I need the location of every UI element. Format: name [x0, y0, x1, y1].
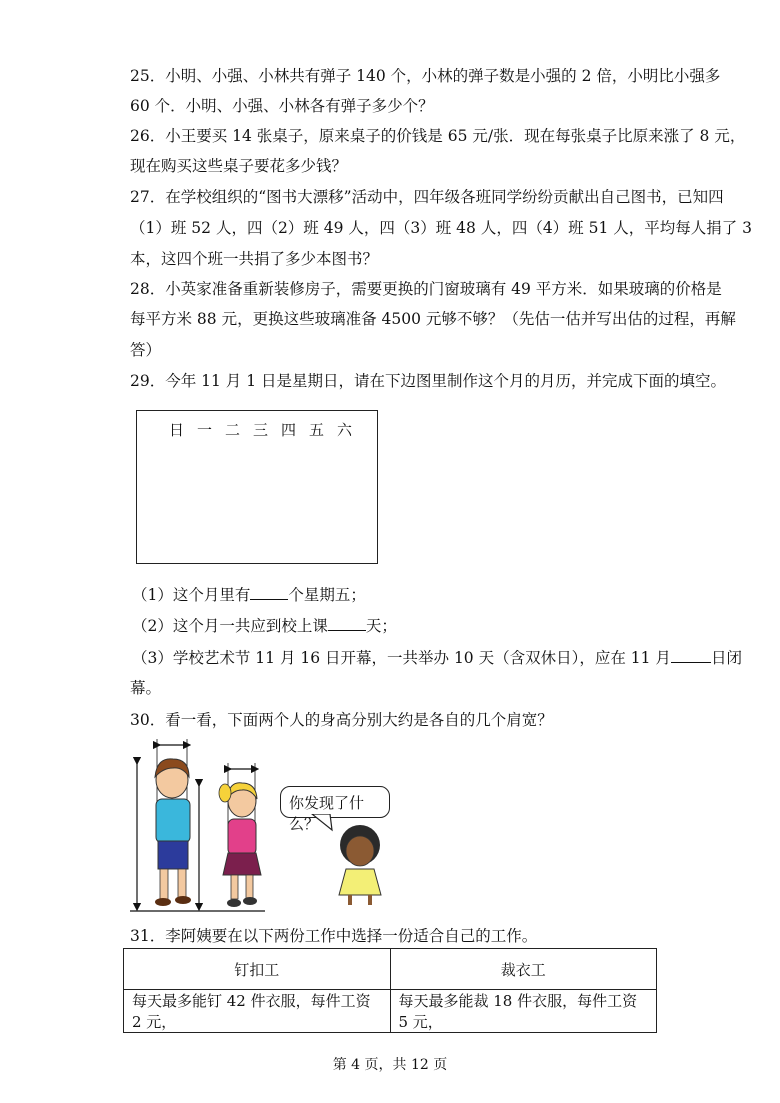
q29-sub3-text: （3）学校艺术节 11 月 16 日开幕，一共举办 10 天（含双休日），应在 11 月 — [132, 649, 671, 667]
q27-line-2: （1）班 52 人，四（2）班 49 人，四（3）班 48 人，四（4）班 51 人，平均每人捐了 3 — [130, 219, 753, 237]
speech-bubble-text: 你发现了什么？ — [289, 794, 365, 833]
weekday-tue: 二 — [225, 421, 241, 439]
answer-blank-2[interactable] — [328, 616, 366, 631]
weekday-sat: 六 — [337, 421, 353, 439]
girl-figure — [219, 783, 261, 907]
q30-stem: 30．看一看，下面两个人的身高分别大约是各自的几个肩宽？ — [130, 711, 553, 729]
observer-girl-figure — [339, 825, 381, 905]
q27-line-3: 本，这四个班一共捐了多少本图书？ — [130, 250, 379, 268]
answer-blank-1[interactable] — [250, 585, 288, 600]
table-header-button-job: 钉扣工 — [124, 949, 391, 990]
weekday-fri: 五 — [309, 421, 325, 439]
q26-line-1: 26．小王要买 14 张桌子，原来桌子的价钱是 65 元/张．现在每张桌子比原来涨了 8 元， — [130, 127, 746, 145]
q29-sub3-text-end: 日闭 — [710, 649, 742, 667]
q29-sub1-text: （1）这个月里有 — [132, 586, 251, 604]
q29-sub2-text: （2）这个月一共应到校上课 — [132, 617, 328, 635]
table-cell-button-job: 每天最多能钉 42 件衣服，每件工资 2 元， — [124, 990, 391, 1033]
table-header-cutting-job: 裁衣工 — [390, 949, 657, 990]
q29-sub1-text-end: 个星期五； — [288, 586, 366, 604]
q27-line-1: 27．在学校组织的“图书大漂移”活动中，四年级各班同学纷纷贡献出自己图书，已知四 — [130, 188, 724, 206]
q28-line-3: 答） — [130, 341, 162, 359]
calendar-box — [136, 410, 378, 564]
q31-stem: 31．李阿姨要在以下两份工作中选择一份适合自己的工作。 — [130, 927, 538, 945]
q29-sub2 — [132, 616, 397, 636]
q28-line-1: 28．小英家准备重新装修房子，需要更换的门窗玻璃有 49 平方米．如果玻璃的价格是 — [130, 280, 722, 298]
q25-line-1: 25．小明、小强、小林共有弹子 140 个，小林的弹子数是小强的 2 倍，小明比小强多 — [130, 67, 721, 85]
page-footer: 第 4 页，共 12 页 — [332, 1057, 448, 1073]
q26-line-2: 现在购买这些桌子要花多少钱？ — [130, 157, 348, 175]
q29-stem: 29．今年 11 月 1 日是星期日，请在下边图里制作这个月的月历，并完成下面的填空。 — [130, 372, 727, 390]
speech-bubble-tail — [310, 814, 334, 832]
q25-line-2: 60 个．小明、小强、小林各有弹子多少个？ — [130, 97, 434, 115]
q29-sub2-text-end: 天； — [365, 617, 397, 635]
boy-figure — [155, 759, 191, 906]
table-row — [124, 990, 657, 1033]
job-table — [123, 948, 657, 1033]
q29-sub3-cont: 幕。 — [130, 679, 162, 697]
q29-sub3 — [132, 648, 742, 668]
weekday-wed: 三 — [253, 421, 269, 439]
table-row — [124, 949, 657, 990]
answer-blank-3[interactable] — [671, 648, 711, 663]
q29-sub1 — [132, 585, 366, 605]
weekday-thu: 四 — [281, 421, 297, 439]
q28-line-2: 每平方米 88 元，更换这些玻璃准备 4500 元够不够？（先估一估并写出估的过程，再解 — [130, 310, 736, 328]
weekday-mon: 一 — [197, 421, 213, 439]
table-cell-cutting-job: 每天最多能裁 18 件衣服，每件工资 5 元， — [390, 990, 657, 1033]
speech-bubble — [280, 786, 390, 833]
weekday-sun: 日 — [169, 421, 185, 439]
